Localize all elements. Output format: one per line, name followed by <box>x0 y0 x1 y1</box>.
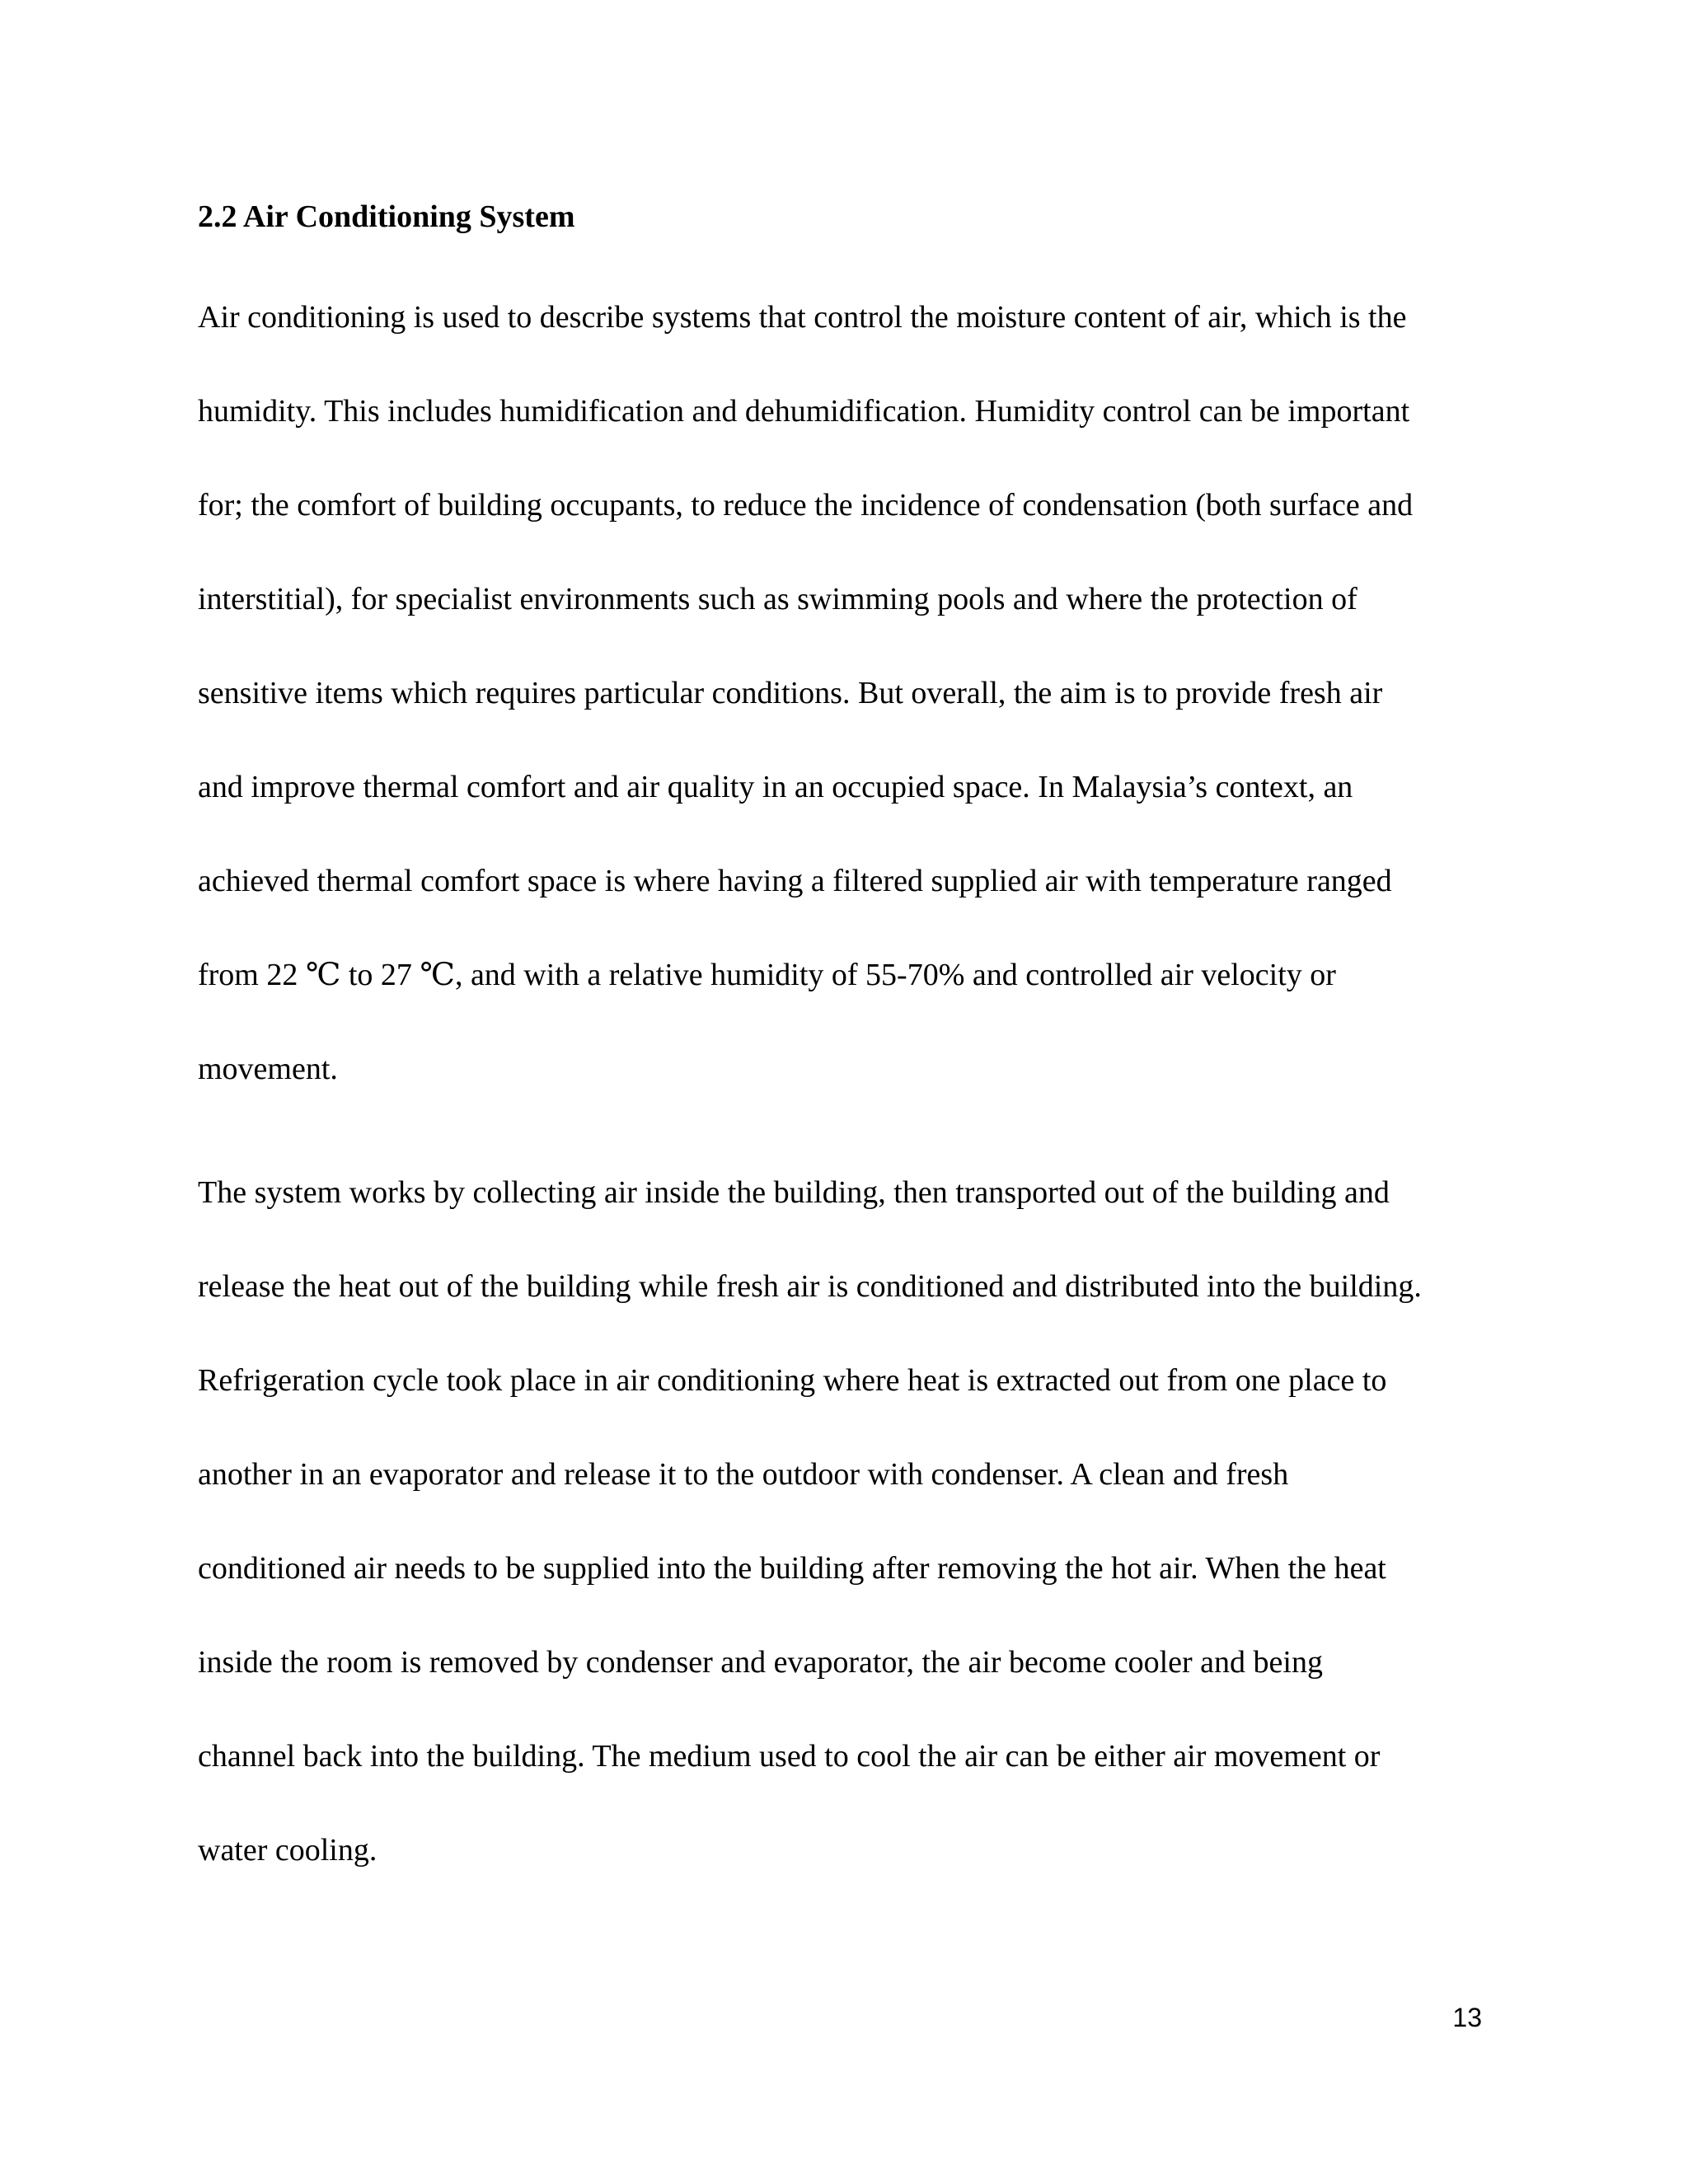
text-line: release the heat out of the building while fresh air is conditioned and distributed into the building. <box>198 1269 1422 1304</box>
text-line: Air conditioning is used to describe systems that control the moisture content of air, which is the <box>198 300 1407 335</box>
text-line: inside the room is removed by condenser and evaporator, the air become cooler and being <box>198 1645 1323 1680</box>
text-line: for; the comfort of building occupants, to reduce the incidence of condensation (both surface and <box>198 488 1414 523</box>
text-line: conditioned air needs to be supplied into the building after removing the hot air. When the heat <box>198 1551 1386 1586</box>
text-line: another in an evaporator and release it to the outdoor with condenser. A clean and fresh <box>198 1457 1289 1492</box>
page-number: 13 <box>1452 2003 1482 2032</box>
text-line: channel back into the building. The medium used to cool the air can be either air movement or <box>198 1739 1381 1774</box>
text-line: water cooling. <box>198 1833 377 1868</box>
text-line: movement. <box>198 1052 338 1086</box>
text-line: The system works by collecting air inside the building, then transported out of the building and <box>198 1175 1390 1210</box>
section-heading: 2.2 Air Conditioning System <box>198 199 575 234</box>
text-line: and improve thermal comfort and air quality in an occupied space. In Malaysia’s context, an <box>198 770 1353 804</box>
text-line: interstitial), for specialist environments such as swimming pools and where the protection of <box>198 582 1357 616</box>
text-line: from 22 ℃ to 27 ℃, and with a relative humidity of 55-70% and controlled air velocity or <box>198 958 1336 992</box>
text-line: Refrigeration cycle took place in air conditioning where heat is extracted out from one place to <box>198 1363 1387 1398</box>
text-line: sensitive items which requires particular conditions. But overall, the aim is to provide fresh air <box>198 676 1383 710</box>
text-line: achieved thermal comfort space is where having a filtered supplied air with temperature ranged <box>198 864 1392 898</box>
text-line: humidity. This includes humidification and dehumidification. Humidity control can be important <box>198 394 1410 429</box>
